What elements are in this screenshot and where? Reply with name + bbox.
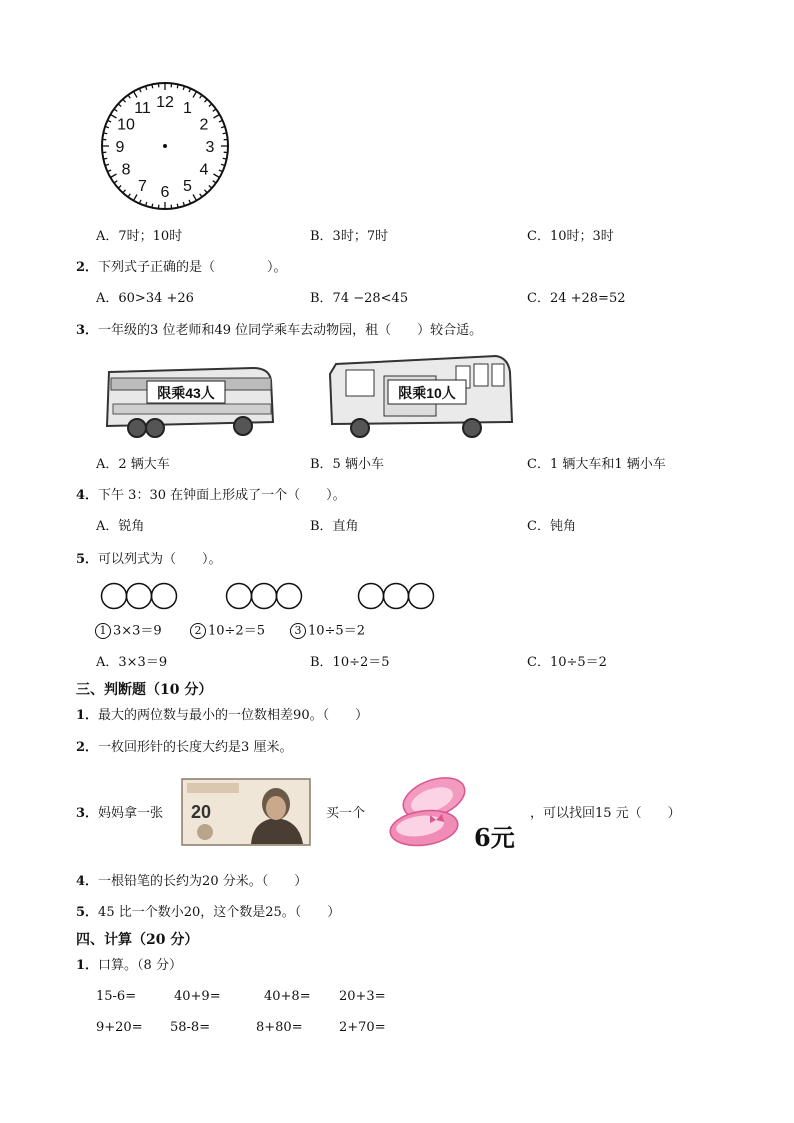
q3-question [76, 323, 482, 339]
judge-q3-part-c: ，可以找回15 元（ ） [530, 806, 681, 821]
q3-option-c: C．1 辆大车和1 辆小车 [527, 457, 666, 472]
clock-number: 10 [117, 116, 135, 134]
circled-number-3: 3 [290, 623, 306, 639]
judge-q5: 5．45 比一个数小20，这个数是25。（ ） [76, 905, 341, 920]
calc-row-1-item-2: 40+9= [174, 989, 221, 1004]
clock-tick [152, 204, 153, 208]
clock-tick [152, 84, 153, 88]
q5-question [76, 552, 222, 568]
judge-q4: 4．一根铅笔的长约为20 分米。（ ） [76, 874, 308, 889]
clock-number: 3 [205, 139, 215, 156]
section-3-title: 三、判断题（10 分） [76, 682, 213, 698]
q4-option-b: B．直角 [310, 519, 359, 534]
q4-question [76, 488, 346, 504]
clock-number: 1 [183, 100, 192, 118]
clock-number: 2 [199, 116, 209, 134]
clock-face-figure [98, 80, 232, 212]
q1-option-c: C．10时；3时 [527, 229, 614, 244]
q1-option-a: A．7时；10时 [96, 229, 183, 244]
q5-expression-3: 3 10÷5＝2 [290, 623, 365, 640]
q2-number: 2． [76, 260, 99, 275]
q5-text: 可以列式为（ ）。 [98, 552, 222, 567]
circled-number-2: 2 [190, 623, 206, 639]
small-bus-image [326, 352, 516, 440]
judge-q3-part-b: 买一个 [326, 806, 366, 821]
calc-q1: 1．口算。（8 分） [76, 958, 182, 973]
clock-number: 11 [134, 100, 151, 118]
q5-expression-2: 2 10÷2＝5 [190, 623, 265, 640]
slipper-price: 6元 [474, 823, 515, 852]
banknote-image [181, 778, 311, 846]
q5-number: 5． [76, 552, 99, 567]
small-bus-sign: 限乘10人 [398, 385, 456, 401]
q2-option-a: A．60>34 +26 [96, 291, 194, 306]
calc-row-1-item-1: 15-6= [96, 989, 137, 1004]
large-bus-sign: 限乘43人 [157, 385, 215, 401]
q2-option-b: B．74 −28<45 [310, 291, 409, 306]
clock-center-dot [163, 144, 167, 148]
calc-row-1-item-3: 40+8= [264, 989, 311, 1004]
judge-q2: 2．一枚回形针的长度大约是3 厘米。 [76, 740, 293, 755]
large-bus-image [103, 364, 275, 440]
calc-row-1-item-4: 20+3= [339, 989, 386, 1004]
q4-option-c: C．钝角 [527, 519, 576, 534]
clock-number: 5 [183, 177, 192, 195]
q1-option-b: B．3时；7时 [310, 229, 389, 244]
q3-option-b: B．5 辆小车 [310, 457, 384, 472]
clock-tick [103, 158, 107, 159]
clock-tick [103, 133, 107, 134]
clock-number: 4 [199, 161, 209, 179]
calc-row-2-item-3: 8+80= [256, 1020, 303, 1035]
q3-option-a: A．2 辆大车 [96, 457, 170, 472]
q3-text: 一年级的3 位老师和49 位同学乘车去动物园，租（ ）较合适。 [98, 323, 483, 338]
q5-option-b: B．10÷2＝5 [310, 655, 390, 670]
q5-option-c: C．10÷5＝2 [527, 655, 607, 670]
q4-option-a: A．锐角 [96, 519, 145, 534]
q5-expression-1: 1 3×3＝9 [95, 623, 162, 640]
q2-text: 下列式子正确的是（ ）。 [98, 260, 287, 275]
clock-tick [223, 158, 227, 159]
calc-row-2-item-1: 9+20= [96, 1020, 143, 1035]
q5-option-a: A．3×3＝9 [96, 655, 168, 670]
clock-tick [177, 204, 178, 208]
section-4-title: 四、计算（20 分） [76, 932, 199, 948]
q2-option-c: C．24 +28=52 [527, 291, 626, 306]
banknote-value: 20 [191, 802, 212, 822]
clock-number: 6 [160, 184, 170, 201]
q4-text: 下午 3：30 在钟面上形成了一个（ ）。 [98, 488, 346, 503]
clock-number: 12 [156, 94, 174, 111]
clock-number: 7 [138, 177, 147, 195]
q3-number: 3． [76, 323, 99, 338]
circled-number-1: 1 [95, 623, 111, 639]
clock-number: 9 [115, 139, 125, 156]
clock-tick [223, 133, 227, 134]
q4-number: 4． [76, 488, 99, 503]
clock-tick [177, 84, 178, 88]
judge-q3-part-a: 3．妈妈拿一张 [76, 806, 164, 821]
calc-row-2-item-4: 2+70= [339, 1020, 386, 1035]
judge-q1: 1．最大的两位数与最小的一位数相差90。（ ） [76, 708, 369, 723]
slippers-image [384, 772, 470, 850]
q2-question [76, 260, 287, 276]
clock-number: 8 [121, 161, 131, 179]
circle-groups-figure [98, 580, 443, 612]
calc-row-2-item-2: 58-8= [170, 1020, 211, 1035]
